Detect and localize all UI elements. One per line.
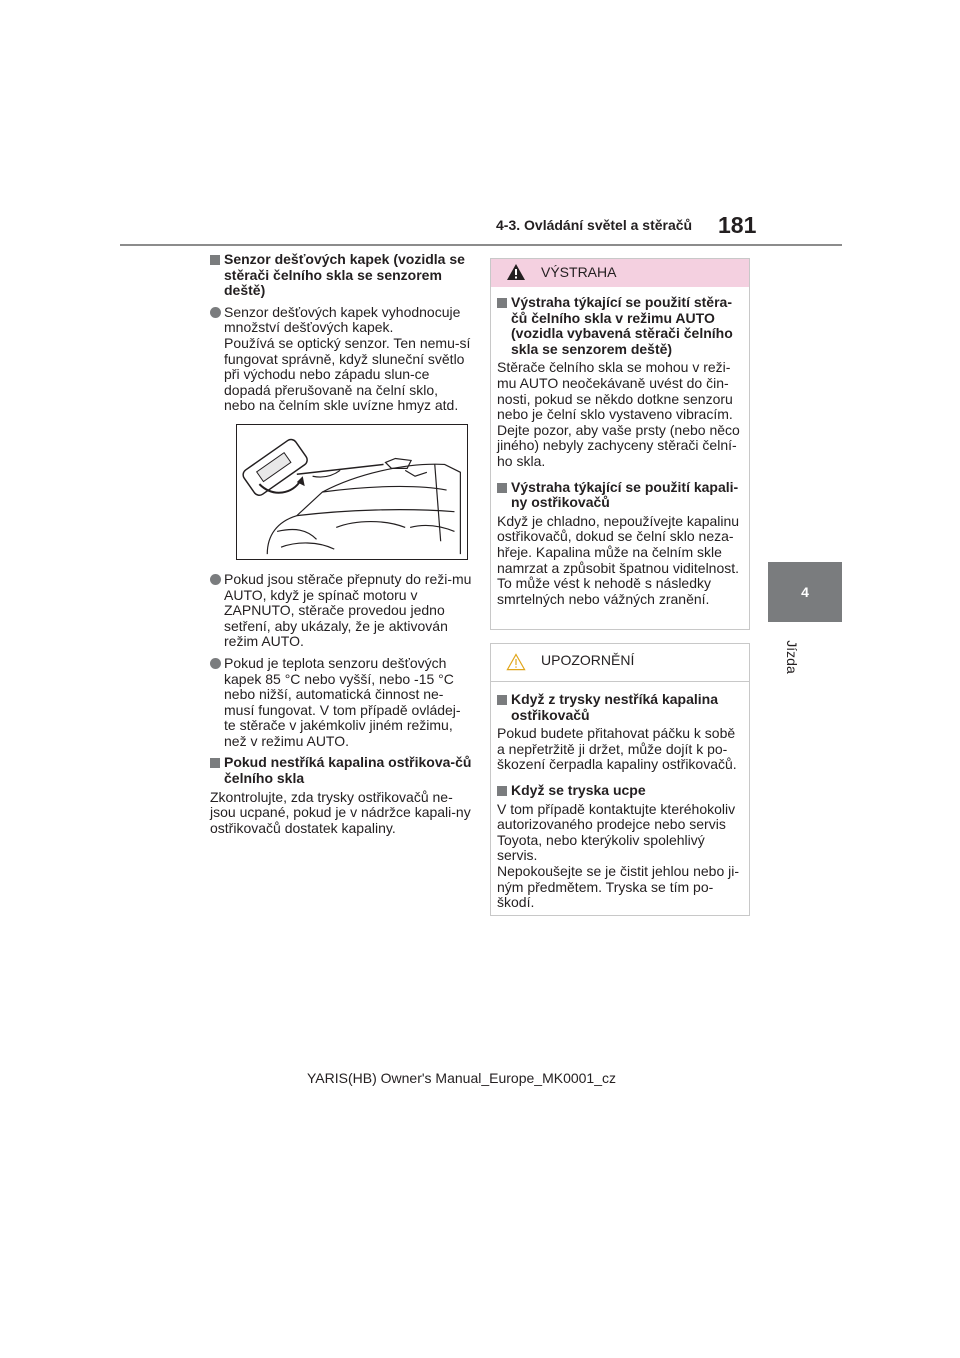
caution-triangle-icon — [506, 653, 526, 671]
temperature-bullet-text: Pokud je teplota senzoru dešťových kapek 85 °C nebo vyšší, nebo -15 °C nebo nižší, automatická činnost ne-musí fungovat. V tom případě ovládej-te stěrače v jakémkoliv jiném režimu, než v režimu AUTO. — [224, 654, 461, 749]
warning-box — [490, 258, 750, 630]
caution-heading-clogged-text: Když se tryska ucpe — [511, 781, 646, 798]
page-number: 181 — [718, 212, 757, 238]
footer-text: YARIS(HB) Owner's Manual_Europe_MK0001_cz — [307, 1070, 616, 1086]
caution-clogged-text: V tom případě kontaktujte kteréhokoliv autorizovaného prodejce nebo servis Toyota, nebo kterýkoliv spolehlivý servis. Nepokoušejte se je čistit jehlou nebo ji-ným předmětem. Tryska se tím po-škodí. — [497, 800, 740, 911]
warning-fluid-text: Když je chladno, nepoužívejte kapalinu ostřikovačů, dokud se čelní sklo neza-hřeje. Kapalina může na čelním skle namrzat a způsobit špatnou viditelnost. To může vést k nehodě s následky smrtelných nebo vážných zranění. — [497, 512, 740, 607]
caution-heading-nozzle — [497, 692, 743, 723]
rain-sensor-heading — [210, 252, 472, 299]
round-bullet-icon — [210, 658, 221, 669]
square-bullet-icon — [497, 298, 507, 308]
warning-heading-fluid-text: Výstraha týkající se použití kapali-ny ostřikovačů — [511, 478, 739, 511]
warning-heading-wipers-text: Výstraha týkající se použití stěra-čů čelního skla v režimu AUTO (vozidla vybavená stěrači čelního skla se senzorem deště) — [511, 294, 733, 357]
section-title: 4-3. Ovládání světel a stěračů — [496, 217, 693, 233]
warning-title: VÝSTRAHA — [541, 264, 617, 280]
warning-triangle-icon — [506, 263, 526, 281]
warning-heading-fluid — [497, 480, 743, 511]
chapter-tab — [768, 562, 842, 622]
caution-box — [490, 643, 750, 916]
washer-text: Zkontrolujte, zda trysky ostřikovačů ne-jsou ucpané, pokud je v nádržce kapali-ny ostřikovačů dostatek kapaliny. — [210, 788, 471, 836]
round-bullet-icon — [210, 307, 221, 318]
square-bullet-icon — [210, 255, 220, 265]
square-bullet-icon — [497, 695, 507, 705]
square-bullet-icon — [210, 758, 220, 768]
square-bullet-icon — [497, 483, 507, 493]
warning-header — [491, 259, 749, 287]
auto-mode-bullet-text: Pokud jsou stěrače přepnuty do reži-mu AUTO, když je spínač motoru v ZAPNUTO, stěrače provedou jedno setření, aby ukázaly, že je aktivován režim AUTO. — [224, 570, 472, 650]
list-item — [210, 305, 472, 414]
rain-sensor-heading-text: Senzor dešťových kapek (vozidla se stěrači čelního skla se senzorem deště) — [224, 251, 465, 299]
left-column — [210, 252, 472, 842]
warning-heading-wipers — [497, 295, 743, 357]
caution-heading-clogged — [497, 783, 743, 799]
warning-wipers-text: Stěrače čelního skla se mohou v reži-mu AUTO neočekávaně uvést do čin-nosti, pokud se někdo dotkne senzoru nebo je čelní sklo vystaveno vibracím. Dejte pozor, aby vaše prsty (nebo něco jiného) nebyly zachyceny stěrači čelní-ho skla. — [497, 359, 740, 469]
rain-sensor-bullet-text: Senzor dešťových kapek vyhodnocuje množství dešťových kapek. Používá se optický senzor. Ten nemu-sí fungovat správně, když sluneční světlo při východu nebo západu slun-ce dopadá přerušovaně na čelní sklo, nebo na čelním skle uvízne hmyz atd. — [224, 303, 471, 414]
round-bullet-icon — [210, 574, 221, 585]
washer-heading — [210, 755, 472, 786]
square-bullet-icon — [497, 786, 507, 796]
car-sensor-icon — [237, 425, 467, 559]
caution-header — [491, 644, 749, 682]
caution-title: UPOZORNĚNÍ — [541, 652, 635, 668]
chapter-number: 4 — [801, 584, 809, 600]
list-item — [210, 572, 472, 650]
chapter-label-text: Jízda — [784, 640, 800, 674]
header-divider — [120, 244, 842, 246]
list-item — [210, 656, 472, 750]
chapter-label — [785, 633, 799, 679]
caution-nozzle-text: Pokud budete přitahovat páčku k sobě a nepřetržitě ji držet, může dojít k po-škození čerpadla kapaliny ostřikovačů. — [497, 725, 737, 773]
washer-heading-text: Pokud nestříká kapalina ostřikova-čů čelního skla — [224, 754, 472, 787]
windshield-sensor-illustration — [236, 424, 468, 560]
caution-heading-nozzle-text: Když z trysky nestříká kapalina ostřikovačů — [511, 691, 718, 723]
